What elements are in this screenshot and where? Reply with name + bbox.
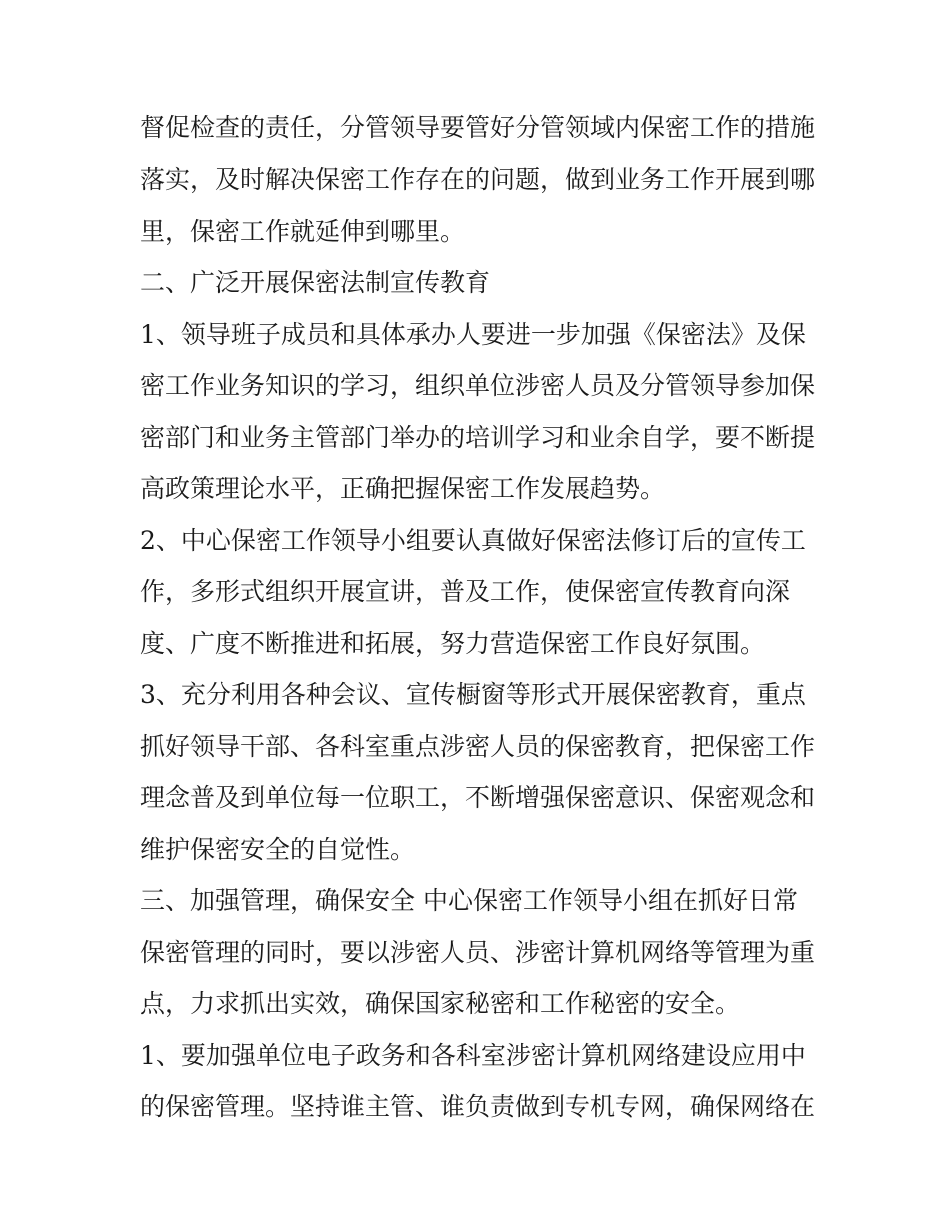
text-line: 密部门和业务主管部门举办的培训学习和业余自学，要不断提	[140, 423, 816, 452]
section-heading: 三、加强管理，确保安全 中心保密工作领导小组在抓好日常	[140, 886, 798, 915]
text-line: 抓好领导干部、各科室重点涉密人员的保密教育，把保密工作	[140, 732, 816, 761]
text-line: 维护保密安全的自觉性。	[140, 835, 416, 864]
text-line: 里，保密工作就延伸到哪里。	[140, 217, 466, 246]
text-line: 作，多形式组织开展宣讲，普及工作，使保密宣传教育向深	[140, 577, 791, 606]
section-heading: 二、广泛开展保密法制宣传教育	[140, 268, 491, 297]
text-line: 点，力求抓出实效，确保国家秘密和工作秘密的安全。	[140, 989, 741, 1018]
text-line: 2、中心保密工作领导小组要认真做好保密法修订后的宣传工	[140, 526, 806, 555]
text-line: 1、要加强单位电子政务和各科室涉密计算机网络建设应用中	[140, 1041, 806, 1070]
text-line: 落实，及时解决保密工作存在的问题，做到业务工作开展到哪	[140, 165, 816, 194]
text-line: 1、领导班子成员和具体承办人要进一步加强《保密法》及保	[140, 320, 806, 349]
text-line: 督促检查的责任，分管领导要管好分管领域内保密工作的措施	[140, 113, 816, 142]
text-line: 理念普及到单位每一位职工，不断增强保密意识、保密观念和	[140, 783, 816, 812]
text-line: 保密管理的同时，要以涉密人员、涉密计算机网络等管理为重	[140, 938, 816, 967]
text-line: 3、充分利用各种会议、宣传橱窗等形式开展保密教育，重点	[140, 680, 806, 709]
text-line: 的保密管理。坚持谁主管、谁负责做到专机专网，确保网络在	[140, 1092, 816, 1121]
text-line: 密工作业务知识的学习，组织单位涉密人员及分管领导参加保	[140, 371, 816, 400]
text-line: 度、广度不断推进和拓展，努力营造保密工作良好氛围。	[140, 629, 766, 658]
text-line: 高政策理论水平，正确把握保密工作发展趋势。	[140, 474, 666, 503]
